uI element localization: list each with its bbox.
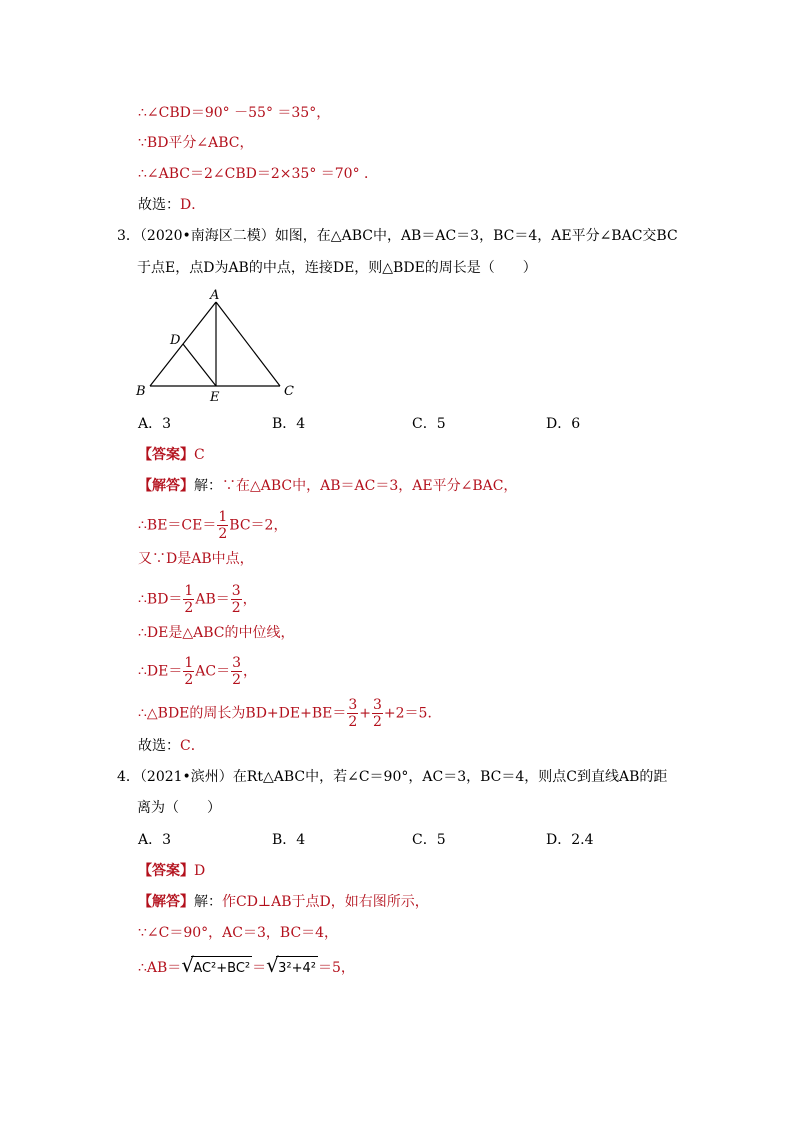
q4-option-b: B．4 [272,832,306,848]
q3-sol7-pre: ∴△BDE的周长为BD+DE+BE＝ [138,705,347,722]
choose-answer: D． [180,197,206,213]
fraction-three-halves [347,697,358,730]
q3-choose-line [138,735,205,757]
radicand-2: 3²+4² [276,956,318,980]
q3-stem-line-2: 于点E，点D为AB的中点，连接DE，则△BDE的周长是（ ） [137,260,537,276]
frac-den: 2 [232,672,242,688]
q4-number: 4． [117,769,140,785]
q3-sol7-plus: + [359,705,371,722]
q4-solution-intro: 解： [194,894,222,910]
q3-answer: C [194,447,205,463]
q3-sol7-post: +2＝5． [383,705,442,722]
q3-solution-text-1: ∵在△ABC中，AB＝AC＝3，AE平分∠BAC， [222,478,518,494]
q3-sol6-mid: AC＝ [195,663,231,680]
q3-sol6-pre: ∴DE＝ [138,663,183,680]
q3-number: 3． [117,228,140,244]
sqrt-ac-bc: √ AC²+BC² [181,956,252,980]
q4-stem-line-1 [117,766,667,788]
q4-sol3-post: ＝5， [318,960,355,976]
q3-solution-line-5: ∴DE是△ABC的中位线， [138,625,295,641]
frac-num: 3 [231,583,241,599]
prev-choose-line [138,194,205,216]
q3-choose-answer: C． [180,738,205,754]
q3-solution-line-6 [138,655,258,688]
q3-sol4-mid: AB＝ [195,591,230,608]
q4-answer-tag: 【答案】 [138,863,194,879]
q3-solution-intro: 解： [194,478,222,494]
frac-num: 1 [184,583,194,599]
q3-stem-text-1: 如图，在△ABC中，AB＝AC＝3，BC＝4，AE平分∠BAC交BC [274,228,678,244]
q4-stem-text-1: 在Rt△ABC中，若∠C＝90°，AC＝3，BC＝4，则点C到直线AB的距 [232,769,668,785]
sqrt-numbers: √ 3²+4² [266,956,318,980]
q3-solution-line-4 [138,583,257,616]
fraction-three-halves [231,655,242,688]
choose-label: 故选： [138,197,180,213]
q4-solution-line-3 [138,953,355,978]
q4-sol3-eq: ＝ [252,960,267,976]
q3-sol4-pre: ∴BD＝ [138,591,183,608]
q3-solution-line-3: 又∵D是AB中点， [138,551,254,567]
fraction-three-halves [231,583,242,616]
fraction-half [183,583,194,616]
fraction-half [183,655,194,688]
label-d: D [170,333,181,348]
q4-option-d: D．2.4 [546,832,594,848]
q4-sol3-pre: ∴AB＝ [138,960,182,976]
frac-den: 2 [218,526,228,542]
q4-answer: D [194,863,206,879]
prev-solution-line-3: ∴∠ABC＝2∠CBD＝2×35° ＝70° ． [138,166,379,182]
q3-choose-label: 故选： [138,738,180,754]
label-b: B [136,384,146,399]
frac-den: 2 [373,714,382,730]
frac-num: 3 [348,697,358,713]
q3-option-d: D．6 [546,416,581,432]
q4-stem-line-2: 离为（ ） [137,800,221,816]
q3-option-c: C．5 [412,416,446,432]
q3-solution-line-7 [138,697,442,730]
label-a: A [210,288,220,303]
q4-answer-line [138,860,205,882]
q3-sol6-post: ， [243,663,258,680]
q3-sol4-post: ， [242,591,257,608]
q4-solution-tag: 【解答】 [138,894,194,910]
frac-den: 2 [184,600,194,616]
q4-solution-text-1: 作CD⊥AB于点D，如右图所示， [222,894,429,910]
fraction-three-halves [372,697,383,730]
segment-ac [216,302,280,386]
q3-option-b: B．4 [272,416,306,432]
frac-den: 2 [184,672,194,688]
q4-option-c: C．5 [412,832,446,848]
frac-num: 3 [373,697,382,713]
fraction-half [217,509,228,542]
prev-solution-line-2: ∵BD平分∠ABC， [138,135,254,151]
q3-solution-line-2 [138,509,288,542]
q3-triangle-figure [130,284,310,409]
q3-option-a: A．3 [138,416,172,432]
q3-source: （2020•南海区二模） [139,228,275,244]
q3-solution-tag: 【解答】 [138,478,194,494]
frac-num: 1 [218,509,228,525]
prev-solution-line-1: ∴∠CBD＝90° －55° ＝35°， [138,105,331,121]
label-e: E [210,390,220,405]
frac-den: 2 [231,600,241,616]
label-c: C [284,384,294,399]
q4-solution-line-2: ∵∠C＝90°，AC＝3，BC＝4， [138,925,339,941]
q3-sol2-pre: ∴BE＝CE＝ [138,517,217,534]
q3-sol2-post: BC＝2， [229,517,288,534]
q3-stem-line-1 [117,225,678,247]
q3-answer-tag: 【答案】 [138,447,194,463]
frac-num: 1 [184,655,194,671]
frac-num: 3 [232,655,242,671]
q4-solution-line-1 [138,891,429,913]
q3-answer-line [138,444,205,466]
radicand-1: AC²+BC² [191,956,252,980]
frac-den: 2 [348,714,358,730]
q4-option-a: A．3 [138,832,172,848]
segment-de [183,344,216,386]
q3-solution-line-1 [138,475,517,497]
q4-source: （2021•滨州） [139,769,233,785]
